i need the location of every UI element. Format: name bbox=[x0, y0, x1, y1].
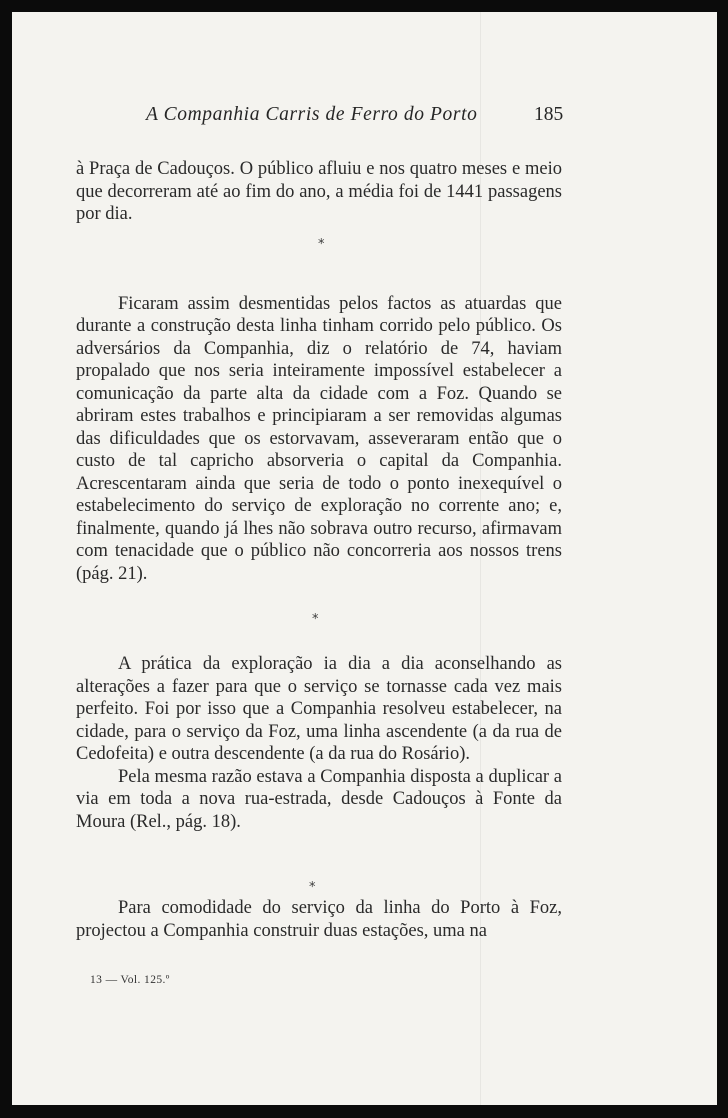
paragraph-refuted-rumours: Ficaram assim desmentidas pelos factos as atuardas que durante a construção desta linha tinham corrido pelo público. Os adversários da Companhia, diz o relatório de 74, haviam propalado que nos seria inteiramente impossível estabelecer a comunicação da parte alta da cidade com a Foz. Quando se abriram estes trabalhos e principiaram a ser removidas algumas das dificuldades que os estorvavam, asseveraram então que o custo de tal capricho absorveria o capital da Companhia. Acrescentaram ainda que seria de todo o ponto inexequível o estabelecimento do serviço de exploração no corrente ano; e, finalmente, quando já lhes não sobrava outro recurso, afirmavam com tenacidade que o público não concorreria aos nossos trens (pág. 21). bbox=[76, 293, 562, 584]
paragraph-operating-practice: A prática da exploração ia dia a dia aconselhando as alterações a fazer para que o serviço se tornasse cada vez mais perfeito. Foi por isso que a Companhia resolveu estabelecer, na cidade, para o serviço da Foz, uma linha ascendente (a da rua de Cedofeita) e outra descendente (a da rua do Rosário). bbox=[76, 654, 562, 764]
section-separator-asterisk: * bbox=[312, 612, 319, 627]
running-title: A Companhia Carris de Ferro do Porto bbox=[146, 104, 478, 125]
section-separator-asterisk: * bbox=[309, 880, 316, 895]
paragraph-continuation: à Praça de Cadouços. O público afluiu e nos quatro meses e meio que decorreram até ao fim do ano, a média foi de 1441 passagens por dia. bbox=[76, 159, 562, 224]
page-body bbox=[76, 158, 562, 942]
paragraph-stations: Para comodidade do serviço da linha do Porto à Foz, projectou a Companhia construir duas estações, uma na bbox=[76, 898, 562, 941]
paragraph-double-track: Pela mesma razão estava a Companhia disposta a duplicar a via em toda a nova rua-estrada, desde Cadouços à Fonte da Moura (Rel., pág. 18). bbox=[76, 766, 562, 832]
section-separator-asterisk: * bbox=[318, 237, 325, 252]
page-header bbox=[12, 104, 717, 134]
signature-mark: 13 — Vol. 125.º bbox=[90, 974, 170, 986]
book-page bbox=[12, 12, 717, 1105]
page-number: 185 bbox=[534, 104, 564, 125]
